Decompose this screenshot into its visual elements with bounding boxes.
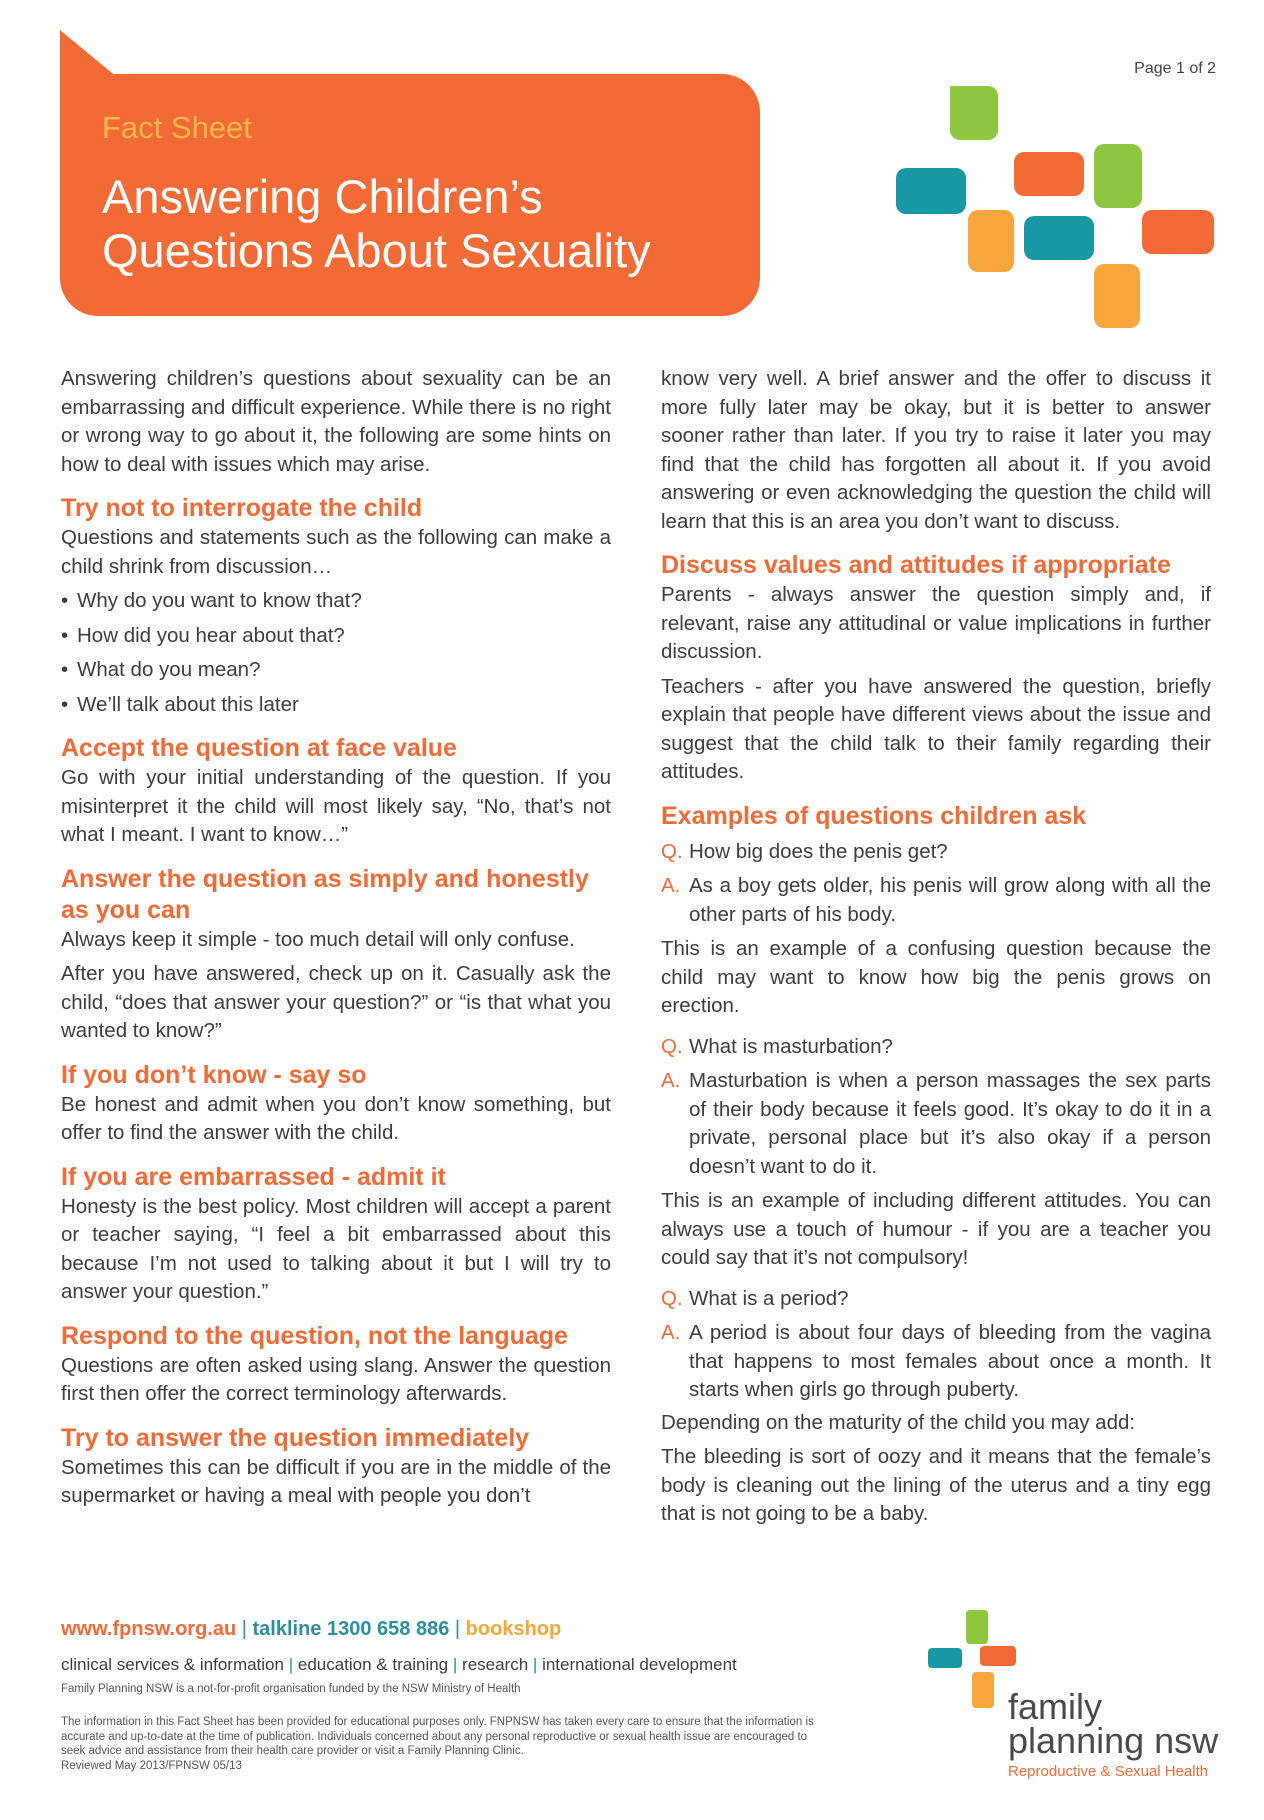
logo-block-teal xyxy=(1024,216,1094,260)
page-number: Page 1 of 2 xyxy=(1134,60,1216,77)
list-item: • How did you hear about that? xyxy=(61,622,611,651)
logo-block-orange xyxy=(980,1646,1016,1666)
section-heading: Discuss values and attitudes if appropriate xyxy=(661,551,1171,579)
section-heading: Answer the question as simply and honestly as you can xyxy=(61,864,589,924)
intro-paragraph: Answering children’s questions about sexuality can be an embarrassing and difficult experience. While there is no right or wrong way to go about it, the following are some hints on how to deal with issues which may arise. xyxy=(61,367,611,476)
section-text: Questions are often asked using slang. Answer the question first then offer the correct terminology afterwards. xyxy=(61,1353,611,1405)
list-item: • We’ll talk about this later xyxy=(61,691,611,720)
logo-block-green xyxy=(950,86,998,140)
logo-block-green xyxy=(1094,144,1142,208)
logo-graphic xyxy=(896,86,1216,336)
brand-tagline: Reproductive & Sexual Health xyxy=(1008,1763,1209,1780)
review-date: Reviewed May 2013/FPNSW 05/13 xyxy=(61,1759,242,1772)
section-text: After you have answered, check up on it. Casually ask the child, “does that answer your question?” or “is that what you wanted to know?” xyxy=(61,962,611,1042)
page-title: Answering Children’s Questions About Sexuality xyxy=(102,170,651,277)
logo-block-teal xyxy=(928,1648,962,1668)
talkline-link[interactable]: talkline 1300 658 886 xyxy=(252,1618,450,1640)
section-text: Teachers - after you have answered the question, briefly explain that people have different views about the issue and suggest that the child talk to their family regarding their attitudes. xyxy=(661,674,1211,783)
service-item: education & training xyxy=(297,1655,449,1674)
section-heading: Accept the question at face value xyxy=(61,734,457,762)
question: Q. What is a period? xyxy=(661,1285,1211,1314)
section-text: Honesty is the best policy. Most children will accept a parent or teacher saying, “I feel a bit embarrassed about this because I’m not used to talking about it but I will try to answer your question.” xyxy=(61,1194,611,1303)
header-fold xyxy=(60,30,118,78)
brand-logo-graphic xyxy=(928,1610,1018,1730)
bullet-list xyxy=(61,587,611,719)
q-mark: Q. xyxy=(661,839,683,863)
section-heading: If you don’t know - say so xyxy=(61,1060,367,1089)
service-item: clinical services & information xyxy=(61,1655,284,1674)
section-heading: Respond to the question, not the language xyxy=(61,1321,568,1350)
logo-block-green xyxy=(966,1610,988,1644)
left-column xyxy=(61,365,611,1511)
fact-sheet-label: Fact Sheet xyxy=(102,110,252,145)
disclaimer xyxy=(61,1715,821,1773)
section-heading: Examples of questions children ask xyxy=(661,801,1087,830)
disclaimer-text: The information in this Fact Sheet has been provided for educational purposes only. FNPNSW has taken every care to ensure that the information is accurate and up-to-date at the time of publication. Individuals concerned about any personal reproductive or sexual health issue are encouraged to seek advice and assistance from their health care provider or visit a Family Planning Clinic. xyxy=(61,1716,814,1757)
section-heading: If you are embarrassed - admit it xyxy=(61,1162,446,1191)
list-item: • What do you mean? xyxy=(61,656,611,685)
divider: | xyxy=(452,1655,458,1674)
a-mark: A. xyxy=(661,874,681,897)
question: Q. How big does the penis get? xyxy=(661,838,1211,867)
note: The bleeding is sort of oozy and it means that the female’s body is cleaning out the lining of the uterus and a tiny egg that is not going to be a baby. xyxy=(661,1445,1211,1525)
section-text: Sometimes this can be difficult if you are in the middle of the supermarket or having a meal with people you don’t xyxy=(61,1455,611,1507)
footer-links xyxy=(61,1618,841,1641)
service-item: research xyxy=(462,1655,529,1674)
question: Q. What is masturbation? xyxy=(661,1033,1211,1062)
divider: | xyxy=(241,1618,247,1640)
divider: | xyxy=(454,1618,461,1640)
footer xyxy=(61,1618,841,1773)
logo-block-amber xyxy=(1094,264,1140,328)
section-text: Parents - always answer the question simply and, if relevant, raise any attitudinal or value implications in further discussion. xyxy=(661,583,1211,663)
funding-note: Family Planning NSW is a not-for-profit organisation funded by the NSW Ministry of Health xyxy=(61,1683,521,1695)
answer: A. Masturbation is when a person massages the sex parts of their body because it feels good. It’s okay to do it in a private, personal place but it’s also okay if a person doesn’t want to do it. xyxy=(661,1069,1211,1178)
brand-wordmark: family planning nsw xyxy=(1008,1686,1219,1761)
divider: | xyxy=(532,1655,538,1674)
q-mark: Q. xyxy=(661,1286,683,1310)
divider: | xyxy=(288,1655,294,1674)
section-text: Be honest and admit when you don’t know something, but offer to find the answer with the child. xyxy=(61,1092,611,1144)
a-mark: A. xyxy=(661,1321,681,1344)
service-item: international development xyxy=(542,1655,737,1674)
logo-block-amber xyxy=(972,1672,994,1708)
q-mark: Q. xyxy=(661,1034,683,1058)
logo-block-orange xyxy=(1014,152,1084,196)
answer: A. A period is about four days of bleeding from the vagina that happens to most females about once a month. It starts when girls go through puberty. xyxy=(661,1321,1211,1401)
note: This is an example of including different attitudes. You can always use a touch of humour - if you are a teacher you could say that it’s not compulsory! xyxy=(661,1189,1211,1269)
right-column xyxy=(661,365,1211,1529)
logo-block-orange xyxy=(1142,210,1214,254)
list-item: • Why do you want to know that? xyxy=(61,587,611,616)
section-text: Questions and statements such as the following can make a child shrink from discussion… xyxy=(61,526,611,578)
section-heading: Try not to interrogate the child xyxy=(61,494,423,522)
services-list xyxy=(61,1655,841,1675)
logo-block-amber xyxy=(968,210,1014,272)
continued-paragraph: know very well. A brief answer and the offer to discuss it more fully later may be okay, but it is better to answer sooner rather than later. If you try to raise it later you may find that the child has forgotten all about it. If you avoid answering or even acknowledging the question the child will learn that this is an area you don’t want to discuss. xyxy=(661,367,1211,533)
note: Depending on the maturity of the child you may add: xyxy=(661,1410,1136,1434)
section-heading: Try to answer the question immediately xyxy=(61,1423,530,1452)
logo-block-teal xyxy=(896,168,966,214)
section-text: Go with your initial understanding of the question. If you misinterpret it the child will most likely say, “No, that’s not what I meant. I want to know…” xyxy=(61,766,611,846)
answer: A. As a boy gets older, his penis will grow along with all the other parts of his body. xyxy=(661,874,1211,926)
bookshop-link[interactable]: bookshop xyxy=(465,1618,562,1640)
note: This is an example of a confusing question because the child may want to know how big the penis grows on erection. xyxy=(661,937,1211,1017)
website-link[interactable]: www.fpnsw.org.au xyxy=(61,1618,237,1640)
a-mark: A. xyxy=(661,1069,681,1092)
section-text: Always keep it simple - too much detail will only confuse. xyxy=(61,927,575,951)
